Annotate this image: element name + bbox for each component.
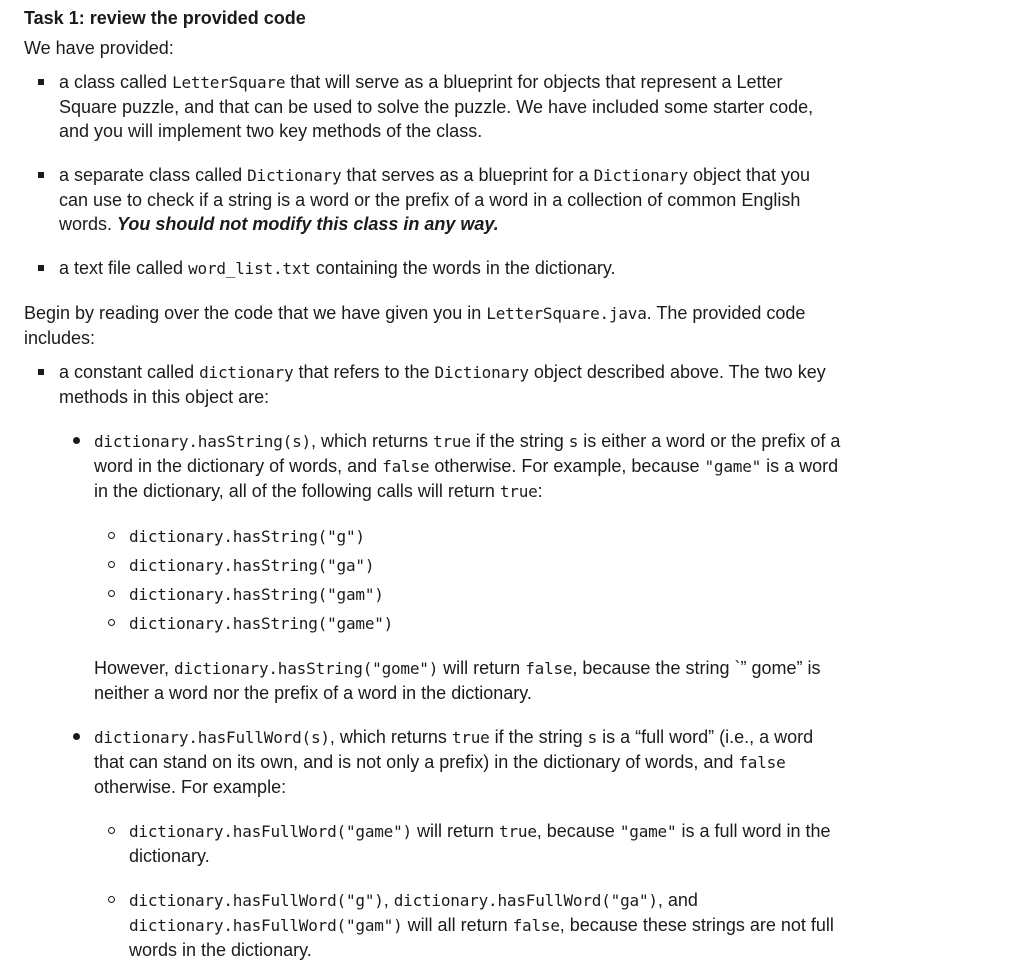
however-paragraph: However, dictionary.hasString("gome") will return false, because the string `” gome” is neither a word nor the prefix of a word in the dictionary.	[94, 658, 821, 703]
method-item-hasfullword: dictionary.hasFullWord(s), which returns true if the string s is a “full word” (i.e., a word that can stand on its own, and is not only a prefix) in the dictionary of words, and false otherwise. For example: dictionary.hasFullWord("game") will return true, because "game" is a full word in the dictionary. dictionary.hasFullWord("g"), dictionary.hasFullWord("ga"), and dictionary.hasFullWord("gam") will all return false, because these strings are not full words in the dictionary.	[94, 725, 844, 962]
inline-code: word_list.txt	[188, 259, 311, 278]
list-item: a text file called word_list.txt containing the words in the dictionary.	[59, 256, 844, 281]
example-item: dictionary.hasFullWord("g"), dictionary.hasFullWord("ga"), and dictionary.hasFullWord("gam") will all return false, because these strings are not full words in the dictionary.	[129, 888, 844, 962]
example-item: dictionary.hasFullWord("game") will return true, because "game" is a full word in the dictionary.	[129, 819, 844, 868]
inline-code: LetterSquare.java	[486, 304, 647, 323]
example-item: dictionary.hasString("game")	[129, 611, 844, 636]
inline-code: Dictionary	[593, 166, 688, 185]
list-item: a constant called dictionary that refers to the Dictionary object described above. The two key methods in this object are: dictionary.hasString(s), which returns true if the string s is either a word or the prefix of a word in the dictionary of words, and false otherwise. For example, because "game" is a word in the dictionary, all of the following calls will return true: dictionary.hasString("g") dictionary.hasString("ga") dictionary.hasString("gam") dictionary.hasString("game") However, dictionary.hasString("gome") will return false, because the string `” gome” is neither a word nor the prefix of a word in the dictionary. dictionary.hasFullWord(s), which returns true if the string s is a “full word” (i.e., a word that can stand on its own, and is not only a prefix) in the dictionary of words, and false otherwise. For example: dictionary.hasFullWord("game") will return true, because "game" is a full word in the dictionary. dictionary.hasFullWord("g"), dictionary.hasFullWord("ga"), and dictionary.hasFullWord("gam") will all return false, because these strings are not full words in the dictionary.	[59, 360, 844, 962]
task-heading: Task 1: review the provided code	[24, 8, 306, 28]
example-item: dictionary.hasString("gam")	[129, 582, 844, 607]
example-item: dictionary.hasString("ga")	[129, 553, 844, 578]
hasfullword-examples	[94, 819, 844, 962]
intro-text: We have provided:	[24, 38, 174, 58]
includes-list	[24, 360, 844, 962]
hasstring-examples	[94, 524, 844, 636]
inline-code: dictionary	[199, 363, 294, 382]
provided-list	[24, 70, 844, 281]
example-item: dictionary.hasString("g")	[129, 524, 844, 549]
inline-code: Dictionary	[247, 166, 342, 185]
methods-list	[59, 429, 844, 962]
begin-paragraph: Begin by reading over the code that we have given you in LetterSquare.java. The provided code includes:	[24, 303, 806, 348]
emphasis-note: You should not modify this class in any way.	[117, 214, 499, 234]
list-item: a separate class called Dictionary that serves as a blueprint for a Dictionary object that you can use to check if a string is a word or the prefix of a word in a collection of common English words. You should not modify this class in any way.	[59, 163, 844, 236]
method-item-hasstring: dictionary.hasString(s), which returns true if the string s is either a word or the prefix of a word in the dictionary of words, and false otherwise. For example, because "game" is a word in the dictionary, all of the following calls will return true: dictionary.hasString("g") dictionary.hasString("ga") dictionary.hasString("gam") dictionary.hasString("game") However, dictionary.hasString("gome") will return false, because the string `” gome” is neither a word nor the prefix of a word in the dictionary.	[94, 429, 844, 705]
inline-code: LetterSquare	[172, 73, 286, 92]
list-item: a class called LetterSquare that will serve as a blueprint for objects that represent a Letter Square puzzle, and that can be used to solve the puzzle. We have included some starter code, and you will implement two key methods of the class.	[59, 70, 844, 143]
inline-code: Dictionary	[434, 363, 529, 382]
